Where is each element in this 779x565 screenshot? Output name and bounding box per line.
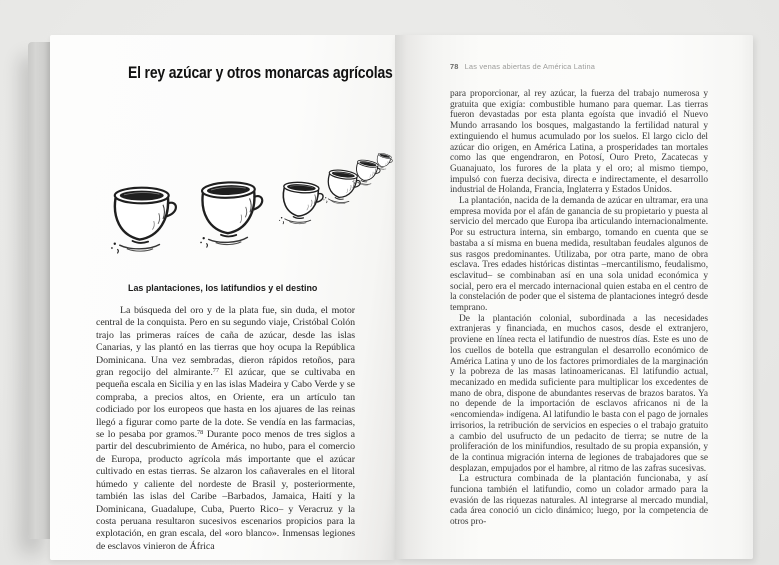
running-header bbox=[450, 62, 708, 72]
book-cover-edge bbox=[28, 42, 50, 539]
page-number: 78 bbox=[450, 62, 459, 71]
book-spread bbox=[28, 35, 753, 552]
shrinking-cups-illustration bbox=[108, 147, 395, 259]
left-page bbox=[50, 35, 395, 560]
right-page bbox=[395, 35, 753, 559]
body-paragraph: para proporcionar, al rey azúcar, la fuerza del trabajo numerosa y gratuita que exigía: combustible humano para quemar. Las tierras fueron devastadas por esta planta egoísta que invadió el Nuevo Mundo arrasando los bosques, malgastando la fertilidad natural y extinguiendo el humus acumulado por los suelos. El largo ciclo del azúcar dio origen, en América Latina, a prosperidades tan mortales como las que engendraron, en Potosí, Ouro Preto, Zacatecas y Guanajuato, los furores de la plata y el oro; al mismo tiempo, impulsó con fuerza decisiva, directa e indirectamente, el desarrollo industrial de Holanda, Francia, Inglaterra y Estados Unidos. bbox=[450, 89, 708, 196]
chapter-title: El rey azúcar y otros monarcas agrícolas bbox=[128, 63, 393, 82]
body-paragraph: La plantación, nacida de la demanda de azúcar en ultramar, era una empresa movida por el afán de ganancia de su propietario y puesta al servicio del mercado que Europa iba articulando internacionalmente. Por su estructura interna, sin embargo, tomando en cuenta que se bastaba a sí misma en buena medida, resultaban feudales algunos de sus rasgos predominantes. Utilizaba, por otra parte, mano de obra esclava. Tres edades históricas distintas –mercantilismo, feudalismo, esclavitud– se combinaban así en una sola unidad económica y social, pero era el mercado internacional quien estaba en el centro de la constelación de poder que el sistema de plantaciones integró desde temprano. bbox=[450, 196, 708, 314]
footnote-marker: 77 bbox=[212, 367, 219, 375]
body-paragraph: De la plantación colonial, subordinada a las necesidades extranjeras y financiada, en muchos casos, desde el extranjero, proviene en línea recta el latifundio de nuestros días. Este es uno de los cuellos de botella que estrangulan el desarrollo económico de América Latina y uno de los factores primordiales de la marginación y la pobreza de las masas latinoamericanas. El latifundio actual, mecanizado en medida suficiente para multiplicar los excedentes de mano de obra, dispone de abundantes reservas de brazos baratos. Ya no depende de la importación de esclavos africanos ni de la «encomienda» indígena. Al latifundio le basta con el pago de jornales irrisorios, la retribución de servicios en especies o el trabajo gratuito a cambio del usufructo de un pedacito de tierra; se nutre de la proliferación de los minifundios, resultado de su propia expansión, y de la continua migración interna de legiones de trabajadores que se desplazan, empujados por el hambre, al ritmo de las zafras sucesivas. bbox=[450, 313, 708, 474]
footnote-marker: 78 bbox=[197, 429, 204, 437]
body-paragraph: La búsqueda del oro y de la plata fue, sin duda, el motor central de la conquista. Pero en su segundo viaje, Cristóbal Colón trajo las primeras raíces de caña de azúcar, desde las islas Canarias, y las plantó en las tierras que hoy ocupa la República Dominicana. Una vez sembradas, dieron rápidos retoños, para gran regocijo del almirante.$^{77}$ El azúcar, que se cultivaba en pequeña escala en Sicilia y en las islas Madeira y Cabo Verde y se compraba, a precios altos, en Oriente, era un artículo tan codiciado por los europeos que hasta en los ajuares de las reinas llegó a figurar como parte de la dote. Se vendía en las farmacias, se lo pesaba por gramos.$^{78}$ Durante poco menos de tres siglos a partir del descubrimiento de América, no hubo, para el comercio de Europa, producto agrícola más importante que el azúcar cultivado en estas tierras. Se alzaron los cañaverales en el litoral húmedo y caliente del nordeste de Brasil y, posteriormente, también las islas del Caribe –Barbados, Jamaica, Haití y la Dominicana, Guadalupe, Cuba, Puerto Rico– y Veracruz y la costa peruana resultaron sucesivos escenarios propicios para la explotación, en gran escala, del «oro blanco». Inmensas legiones de esclavos vinieron de África bbox=[96, 305, 355, 552]
section-heading: Las plantaciones, los latifundios y el destino bbox=[128, 283, 318, 294]
running-title: Las venas abiertas de América Latina bbox=[464, 62, 596, 71]
page-body bbox=[450, 89, 708, 528]
body-paragraph: La estructura combinada de la plantación funcionaba, y así funciona también el latifundio, como un colador armado para la evasión de las riquezas naturales. Al integrarse al mercado mundial, cada área conoció un ciclo dinámico; luego, por la competencia de otros pro- bbox=[450, 474, 708, 528]
